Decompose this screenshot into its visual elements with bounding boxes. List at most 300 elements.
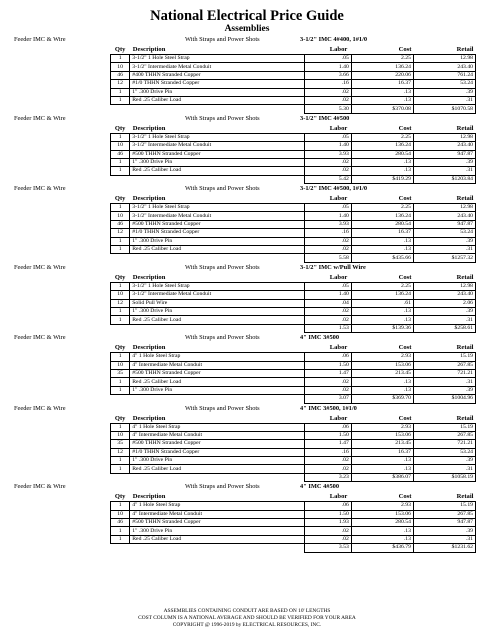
- column-header: Cost: [398, 414, 412, 422]
- assembly-section: [12, 114, 482, 184]
- table-row: [111, 204, 476, 212]
- table-row: [111, 457, 476, 465]
- total-cell: $370.08: [351, 105, 413, 113]
- table-row: [111, 386, 476, 394]
- table-cell: .39: [413, 237, 475, 245]
- table-cell: .05: [304, 282, 351, 290]
- table-cell: .13: [351, 535, 413, 543]
- blank-cell: [111, 473, 130, 481]
- table-cell: .39: [413, 307, 475, 315]
- table-cell: 1.50: [304, 431, 351, 439]
- table-cell: 12: [111, 80, 130, 88]
- total-row: [111, 175, 476, 183]
- table-row: [111, 353, 476, 361]
- table-cell: .13: [351, 465, 413, 473]
- table-cell: 721.21: [413, 440, 475, 448]
- table-cell: .31: [413, 535, 475, 543]
- table-cell: .02: [304, 316, 351, 324]
- total-cell: $1257.32: [413, 254, 475, 262]
- table-cell: 12.98: [413, 204, 475, 212]
- table-cell: .31: [413, 246, 475, 254]
- table-row: [111, 80, 476, 88]
- table-cell: 267.85: [413, 361, 475, 369]
- table-cell: .13: [351, 457, 413, 465]
- column-header: Labor: [329, 493, 348, 501]
- blank-cell: [111, 395, 130, 403]
- table-cell: 243.40: [413, 63, 475, 71]
- table-row: [111, 299, 476, 307]
- table-cell: 1" .300 Drive Pin: [130, 158, 304, 166]
- table-cell: .13: [351, 386, 413, 394]
- table-cell: .02: [304, 307, 351, 315]
- table-cell: 1: [111, 88, 130, 96]
- table-cell: 46: [111, 519, 130, 527]
- table-cell: 3-1/2" Intermediate Metal Conduit: [130, 142, 304, 150]
- table-row: [111, 220, 476, 228]
- table-cell: 1.50: [304, 361, 351, 369]
- table-cell: 2.93: [351, 423, 413, 431]
- table-cell: .02: [304, 386, 351, 394]
- table-cell: .16: [304, 80, 351, 88]
- total-cell: $139.36: [351, 324, 413, 332]
- table-cell: 1: [111, 307, 130, 315]
- page-subtitle: Assemblies: [224, 24, 270, 34]
- table-cell: .02: [304, 378, 351, 386]
- feeder-label: Feeder IMC & Wire: [14, 334, 66, 342]
- straps-label: With Straps and Power Shots: [185, 114, 260, 122]
- column-header: Description: [132, 344, 166, 352]
- table-cell: 12: [111, 448, 130, 456]
- table-cell: 1.40: [304, 291, 351, 299]
- assembly-section: [12, 482, 482, 552]
- table-cell: .13: [351, 378, 413, 386]
- column-header: Qty: [114, 414, 126, 422]
- column-header: Qty: [114, 493, 126, 501]
- table-cell: 1.40: [304, 212, 351, 220]
- table-cell: .13: [351, 307, 413, 315]
- table-cell: .02: [304, 457, 351, 465]
- table-row: [111, 96, 476, 104]
- table-cell: 3-1/2" Intermediate Metal Conduit: [130, 63, 304, 71]
- feeder-label: Feeder IMC & Wire: [14, 404, 66, 412]
- section-header: [12, 482, 482, 492]
- table-row: [111, 282, 476, 290]
- assembly-size-label: 3-1/2" IMC w/Pull Wire: [300, 263, 366, 271]
- table-cell: Red .25 Caliber Load: [130, 246, 304, 254]
- column-header: Cost: [398, 273, 412, 281]
- table-cell: 1: [111, 386, 130, 394]
- total-cell: 1.53: [304, 324, 351, 332]
- table-cell: 1: [111, 133, 130, 141]
- assembly-section: [12, 35, 482, 114]
- table-row: [111, 142, 476, 150]
- table-cell: 1: [111, 316, 130, 324]
- table-row: [111, 431, 476, 439]
- total-cell: 5.30: [304, 105, 351, 113]
- blank-cell: [130, 324, 304, 332]
- table-cell: Red .25 Caliber Load: [130, 167, 304, 175]
- total-cell: 3.53: [304, 544, 351, 552]
- table-cell: 1" .300 Drive Pin: [130, 457, 304, 465]
- column-header: Description: [132, 273, 166, 281]
- column-header: Qty: [114, 273, 126, 281]
- column-header: Description: [132, 195, 166, 203]
- assembly-size-label: 4" IMC 4#500: [300, 483, 340, 491]
- table-cell: 1.47: [304, 369, 351, 377]
- table-cell: Solid Pull Wire: [130, 299, 304, 307]
- table-cell: 1.47: [304, 440, 351, 448]
- table-row: [111, 465, 476, 473]
- table-cell: #500 THHN Stranded Copper: [130, 369, 304, 377]
- section-header: [12, 263, 482, 273]
- table-cell: 46: [111, 150, 130, 158]
- total-row: [111, 105, 476, 113]
- table-row: [111, 55, 476, 63]
- total-cell: $258.61: [413, 324, 475, 332]
- table-cell: 12.98: [413, 55, 475, 63]
- table-cell: 2.06: [413, 299, 475, 307]
- total-cell: 3.23: [304, 473, 351, 481]
- total-cell: $419.29: [351, 175, 413, 183]
- table-header-row: [111, 124, 476, 134]
- column-header: Labor: [329, 124, 348, 132]
- table-cell: .02: [304, 465, 351, 473]
- table-cell: #500 THHN Stranded Copper: [130, 440, 304, 448]
- straps-label: With Straps and Power Shots: [185, 483, 260, 491]
- table-cell: 1: [111, 502, 130, 510]
- table-cell: 15.19: [413, 353, 475, 361]
- straps-label: With Straps and Power Shots: [185, 185, 260, 193]
- page-footer: [0, 608, 494, 628]
- table-row: [111, 423, 476, 431]
- table-cell: .31: [413, 316, 475, 324]
- table-cell: 1: [111, 237, 130, 245]
- table-cell: .39: [413, 88, 475, 96]
- assembly-size-label: 4" IMC 3#500: [300, 334, 340, 342]
- table-cell: 1" .300 Drive Pin: [130, 307, 304, 315]
- table-cell: 1.40: [304, 63, 351, 71]
- table-cell: 153.06: [351, 431, 413, 439]
- table-cell: .13: [351, 167, 413, 175]
- table-cell: 3.66: [304, 71, 351, 79]
- table-row: [111, 361, 476, 369]
- total-cell: $1070.58: [413, 105, 475, 113]
- section-header: [12, 404, 482, 414]
- column-header: Qty: [114, 46, 126, 53]
- table-cell: 12: [111, 299, 130, 307]
- table-cell: 2.93: [351, 353, 413, 361]
- table-row: [111, 63, 476, 71]
- table-cell: .13: [351, 527, 413, 535]
- table-cell: 1: [111, 465, 130, 473]
- table-cell: .06: [304, 502, 351, 510]
- table-header-row: [111, 414, 476, 424]
- table-cell: 153.06: [351, 361, 413, 369]
- table-cell: 35: [111, 369, 130, 377]
- table-cell: 46: [111, 220, 130, 228]
- column-header: Retail: [456, 195, 474, 203]
- table-cell: 1: [111, 158, 130, 166]
- column-header: Retail: [456, 414, 474, 422]
- table-cell: .02: [304, 96, 351, 104]
- assembly-table: [110, 124, 476, 184]
- blank-cell: [130, 105, 304, 113]
- table-cell: 1: [111, 353, 130, 361]
- total-row: [111, 395, 476, 403]
- table-cell: .05: [304, 55, 351, 63]
- straps-label: With Straps and Power Shots: [185, 36, 260, 43]
- table-row: [111, 369, 476, 377]
- table-cell: 220.06: [351, 71, 413, 79]
- table-cell: 2.25: [351, 133, 413, 141]
- table-cell: 10: [111, 291, 130, 299]
- table-cell: 1" .300 Drive Pin: [130, 237, 304, 245]
- table-cell: .13: [351, 316, 413, 324]
- assembly-table: [110, 343, 476, 403]
- table-cell: #400 THHN Stranded Copper: [130, 71, 304, 79]
- table-cell: 280.54: [351, 519, 413, 527]
- column-header: Description: [132, 124, 166, 132]
- blank-cell: [111, 254, 130, 262]
- table-header-row: [111, 343, 476, 353]
- table-cell: .05: [304, 133, 351, 141]
- blank-cell: [130, 544, 304, 552]
- column-header: Labor: [329, 414, 348, 422]
- table-cell: .04: [304, 299, 351, 307]
- total-cell: 5.42: [304, 175, 351, 183]
- table-cell: 947.87: [413, 150, 475, 158]
- column-header: Cost: [398, 493, 412, 501]
- table-cell: .39: [413, 457, 475, 465]
- table-cell: 267.85: [413, 510, 475, 518]
- table-cell: 4" Intermediate Metal Conduit: [130, 361, 304, 369]
- assembly-sections: [12, 35, 482, 553]
- assembly-section: [12, 263, 482, 333]
- table-cell: 3-1/2" Intermediate Metal Conduit: [130, 291, 304, 299]
- table-cell: Red .25 Caliber Load: [130, 535, 304, 543]
- table-cell: 1: [111, 457, 130, 465]
- table-cell: 12.98: [413, 282, 475, 290]
- table-cell: Red .25 Caliber Load: [130, 378, 304, 386]
- column-header: Retail: [456, 273, 474, 281]
- blank-cell: [111, 175, 130, 183]
- table-cell: 46: [111, 71, 130, 79]
- assembly-size-label: 4" IMC 3#500, 1#1/0: [300, 404, 357, 412]
- table-header-row: [111, 45, 476, 55]
- table-cell: 1: [111, 378, 130, 386]
- table-cell: .16: [304, 229, 351, 237]
- table-row: [111, 291, 476, 299]
- table-cell: 4" 1 Hole Steel Strap: [130, 353, 304, 361]
- table-cell: .05: [304, 204, 351, 212]
- table-row: [111, 378, 476, 386]
- total-cell: $436.79: [351, 544, 413, 552]
- table-cell: 4" Intermediate Metal Conduit: [130, 431, 304, 439]
- footer-line: ASSEMBLIES CONTAINING CONDUIT ARE BASED ON 10' LENGTHS: [163, 608, 331, 614]
- table-header-row: [111, 492, 476, 502]
- table-cell: .02: [304, 535, 351, 543]
- column-header: Labor: [329, 273, 348, 281]
- table-cell: 2.93: [351, 502, 413, 510]
- column-header: Retail: [456, 124, 474, 132]
- table-cell: 280.54: [351, 150, 413, 158]
- table-cell: 16.37: [351, 80, 413, 88]
- assembly-table: [110, 273, 476, 333]
- column-header: Retail: [456, 46, 474, 53]
- table-cell: #500 THHN Stranded Copper: [130, 519, 304, 527]
- table-row: [111, 212, 476, 220]
- table-cell: .16: [304, 448, 351, 456]
- table-cell: 280.54: [351, 220, 413, 228]
- table-cell: 10: [111, 431, 130, 439]
- column-header: Cost: [398, 124, 412, 132]
- table-cell: 243.40: [413, 142, 475, 150]
- table-cell: 243.40: [413, 212, 475, 220]
- table-cell: 1: [111, 246, 130, 254]
- table-cell: Red .25 Caliber Load: [130, 96, 304, 104]
- table-cell: 1: [111, 55, 130, 63]
- table-cell: 35: [111, 440, 130, 448]
- table-cell: 10: [111, 63, 130, 71]
- table-row: [111, 237, 476, 245]
- table-cell: Red .25 Caliber Load: [130, 316, 304, 324]
- total-cell: $1203.84: [413, 175, 475, 183]
- assembly-table: [110, 45, 476, 114]
- table-cell: .13: [351, 237, 413, 245]
- table-row: [111, 133, 476, 141]
- table-cell: #1/0 THHN Stranded Copper: [130, 448, 304, 456]
- table-cell: .13: [351, 246, 413, 254]
- table-cell: Red .25 Caliber Load: [130, 465, 304, 473]
- table-cell: .02: [304, 246, 351, 254]
- total-row: [111, 544, 476, 552]
- blank-cell: [130, 254, 304, 262]
- table-cell: 12.98: [413, 133, 475, 141]
- table-row: [111, 440, 476, 448]
- table-row: [111, 307, 476, 315]
- table-cell: 1: [111, 167, 130, 175]
- table-cell: 213.45: [351, 369, 413, 377]
- straps-label: With Straps and Power Shots: [185, 404, 260, 412]
- table-cell: 136.24: [351, 63, 413, 71]
- feeder-label: Feeder IMC & Wire: [14, 263, 66, 271]
- table-cell: 53.24: [413, 229, 475, 237]
- table-cell: #1/0 THHN Stranded Copper: [130, 80, 304, 88]
- table-cell: .13: [351, 88, 413, 96]
- table-row: [111, 519, 476, 527]
- column-header: Cost: [398, 195, 412, 203]
- table-cell: 3.93: [304, 150, 351, 158]
- total-cell: 3.07: [304, 395, 351, 403]
- page-title: National Electrical Price Guide: [150, 8, 344, 24]
- column-header: Cost: [398, 46, 412, 53]
- column-header: Retail: [456, 493, 474, 501]
- table-cell: 1: [111, 96, 130, 104]
- table-cell: 1.50: [304, 510, 351, 518]
- assembly-table: [110, 194, 476, 263]
- table-header-row: [111, 194, 476, 204]
- table-cell: 16.37: [351, 448, 413, 456]
- table-cell: .06: [304, 353, 351, 361]
- blank-cell: [130, 473, 304, 481]
- table-cell: .39: [413, 386, 475, 394]
- table-cell: 1: [111, 204, 130, 212]
- column-header: Qty: [114, 344, 126, 352]
- column-header: Qty: [114, 124, 126, 132]
- assembly-section: [12, 333, 482, 403]
- feeder-label: Feeder IMC & Wire: [14, 36, 66, 43]
- table-row: [111, 88, 476, 96]
- table-row: [111, 246, 476, 254]
- table-cell: 12: [111, 229, 130, 237]
- table-cell: .31: [413, 378, 475, 386]
- table-cell: .02: [304, 167, 351, 175]
- feeder-label: Feeder IMC & Wire: [14, 185, 66, 193]
- table-cell: .13: [351, 158, 413, 166]
- table-cell: #500 THHN Stranded Copper: [130, 220, 304, 228]
- table-cell: 2.25: [351, 204, 413, 212]
- column-header: Labor: [329, 46, 348, 53]
- section-header: [12, 114, 482, 124]
- column-header: Labor: [329, 344, 348, 352]
- table-header-row: [111, 273, 476, 283]
- table-cell: .02: [304, 88, 351, 96]
- table-row: [111, 510, 476, 518]
- table-row: [111, 71, 476, 79]
- blank-cell: [111, 105, 130, 113]
- assembly-section: [12, 184, 482, 263]
- table-row: [111, 527, 476, 535]
- table-cell: 213.45: [351, 440, 413, 448]
- table-cell: 947.87: [413, 519, 475, 527]
- total-row: [111, 473, 476, 481]
- table-cell: 10: [111, 510, 130, 518]
- table-cell: 721.21: [413, 369, 475, 377]
- total-cell: $369.70: [351, 395, 413, 403]
- table-cell: 53.24: [413, 80, 475, 88]
- total-cell: $1004.96: [413, 395, 475, 403]
- table-cell: 3.93: [304, 220, 351, 228]
- total-cell: 5.58: [304, 254, 351, 262]
- column-header: Cost: [398, 344, 412, 352]
- table-cell: 267.85: [413, 431, 475, 439]
- table-cell: #1/0 THHN Stranded Copper: [130, 229, 304, 237]
- table-cell: 10: [111, 212, 130, 220]
- table-cell: 153.06: [351, 510, 413, 518]
- straps-label: With Straps and Power Shots: [185, 263, 260, 271]
- table-row: [111, 158, 476, 166]
- table-cell: 15.19: [413, 423, 475, 431]
- table-cell: 243.40: [413, 291, 475, 299]
- feeder-label: Feeder IMC & Wire: [14, 483, 66, 491]
- assembly-size-label: 3-1/2" IMC 4#400, 1#1/0: [300, 36, 368, 43]
- table-cell: 4" 1 Hole Steel Strap: [130, 423, 304, 431]
- table-cell: 1: [111, 527, 130, 535]
- table-cell: 10: [111, 142, 130, 150]
- table-cell: 136.24: [351, 212, 413, 220]
- table-cell: .13: [351, 96, 413, 104]
- assembly-section: [12, 404, 482, 483]
- table-cell: 136.24: [351, 142, 413, 150]
- table-row: [111, 502, 476, 510]
- blank-cell: [111, 324, 130, 332]
- table-cell: .31: [413, 465, 475, 473]
- table-row: [111, 150, 476, 158]
- table-cell: 1.40: [304, 142, 351, 150]
- feeder-label: Feeder IMC & Wire: [14, 114, 66, 122]
- table-cell: 10: [111, 361, 130, 369]
- table-cell: .61: [351, 299, 413, 307]
